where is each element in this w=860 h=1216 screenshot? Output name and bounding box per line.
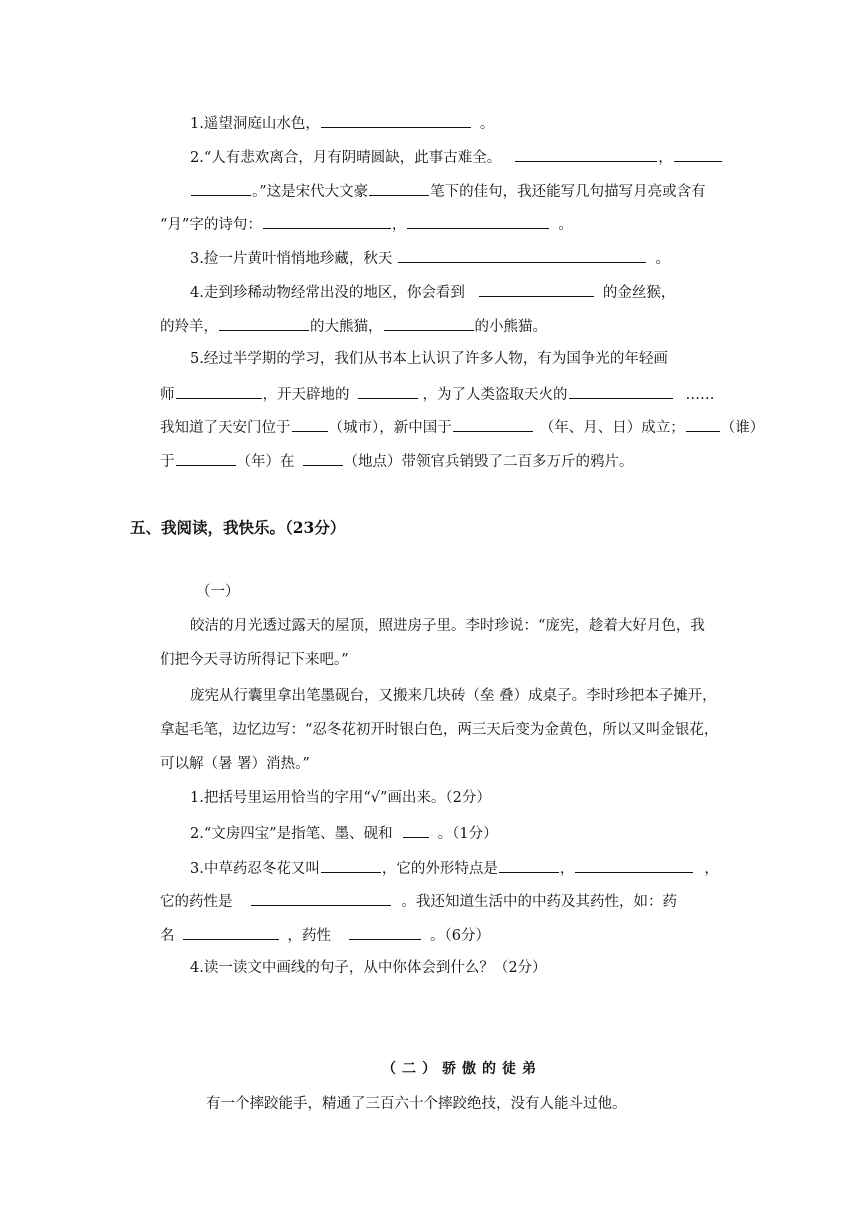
reading-1-paragraph-2: 庞宪从行囊里拿出笔墨砚台，又搬来几块砖（垒 叠）成桌子。李时珍把本子摊开， — [190, 688, 717, 704]
answer-blank[interactable] — [321, 112, 471, 128]
answer-blank[interactable] — [499, 857, 559, 873]
reading-1-question-4: 4.读一读文中画线的句子，从中你体会到什么？（2分） — [190, 960, 547, 976]
answer-blank[interactable] — [398, 247, 646, 263]
question-4-line-1: 4.走到珍稀动物经常出没的地区，你会看到 的金丝猴， — [190, 281, 675, 303]
question-2-line-1: 2.“人有悲欢离合，月有阴晴圆缺，此事古难全。 ， — [190, 146, 723, 168]
answer-blank[interactable] — [263, 213, 391, 229]
reading-1-question-2: 2.“文房四宝”是指笔、墨、砚和 。（1分） — [190, 822, 498, 844]
question-2-line-2: 。”这是宋代大文豪 笔下的佳句，我还能写几句描写月亮或含有 — [190, 180, 706, 202]
answer-blank[interactable] — [407, 213, 549, 229]
answer-blank[interactable] — [569, 383, 673, 399]
answer-blank[interactable] — [686, 416, 720, 432]
answer-blank[interactable] — [515, 146, 657, 162]
question-5-line-2: 师 ，开天辟地的 ，为了人类盗取天火的 …… — [160, 383, 715, 405]
question-5-line-3: 我知道了天安门位于 （城市），新中国于 （年、月、日）成立； （谁） — [160, 416, 764, 438]
reading-1-label: （一） — [196, 584, 240, 600]
answer-blank[interactable] — [674, 146, 722, 162]
answer-blank[interactable] — [358, 383, 418, 399]
question-4-line-2: 的羚羊， 的大熊猫， 的小熊猫。 — [160, 315, 547, 337]
reading-2-paragraph-1: 有一个摔跤能手，精通了三百六十个摔跤绝技，没有人能斗过他。 — [206, 1096, 627, 1112]
reading-2-title: （二）骄傲的徒弟 — [382, 1061, 542, 1077]
reading-1-question-1: 1.把括号里运用恰当的字用“√”画出来。（2分） — [190, 790, 491, 806]
answer-blank[interactable] — [303, 450, 343, 466]
question-1: 1.遥望洞庭山水色， 。 — [190, 112, 494, 134]
reading-1-paragraph-1: 皎洁的月光透过露天的屋顶，照进房子里。李时珍说：“庞宪，趁着大好月色，我 — [190, 618, 705, 634]
reading-1-paragraph-2-end: 可以解（暑 署）消热。” — [160, 756, 310, 772]
section-heading: 五、我阅读，我快乐。（23分） — [130, 518, 346, 537]
answer-blank[interactable] — [349, 924, 421, 940]
reading-1-paragraph-1-cont: 们把今天寻访所得记下来吧。” — [160, 652, 349, 668]
answer-blank[interactable] — [176, 450, 236, 466]
question-5-line-4: 于 （年）在 （地点）带领官兵销毁了二百多万斤的鸦片。 — [160, 450, 634, 472]
answer-blank[interactable] — [403, 822, 429, 838]
answer-blank[interactable] — [369, 180, 429, 196]
answer-blank[interactable] — [479, 281, 594, 297]
question-5-line-1: 5.经过半学期的学习，我们从书本上认识了许多人物，有为国争光的年轻画 — [190, 351, 668, 367]
question-3: 3.捡一片黄叶悄悄地珍藏，秋天 。 — [190, 247, 670, 269]
answer-blank[interactable] — [575, 857, 693, 873]
answer-blank[interactable] — [191, 180, 251, 196]
answer-blank[interactable] — [176, 383, 262, 399]
answer-blank[interactable] — [384, 315, 474, 331]
answer-blank[interactable] — [453, 416, 533, 432]
reading-1-question-3-line-3: 名 ，药性 。（6分） — [160, 924, 490, 946]
answer-blank[interactable] — [321, 857, 381, 873]
reading-1-paragraph-2-cont: 拿起毛笔，边忆边写：“忍冬花初开时银白色，两三天后变为金黄色，所以又叫金银花， — [160, 722, 719, 738]
answer-blank[interactable] — [251, 890, 391, 906]
answer-blank[interactable] — [219, 315, 309, 331]
answer-blank[interactable] — [292, 416, 328, 432]
answer-blank[interactable] — [183, 924, 279, 940]
reading-1-question-3-line-1: 3.中草药忍冬花又叫 ，它的外形特点是 ， ， — [190, 857, 719, 879]
reading-1-question-3-line-2: 它的药性是 。我还知道生活中的中药及其药性，如：药 — [160, 890, 677, 912]
question-2-line-3: “月”字的诗句： ， 。 — [160, 213, 573, 235]
